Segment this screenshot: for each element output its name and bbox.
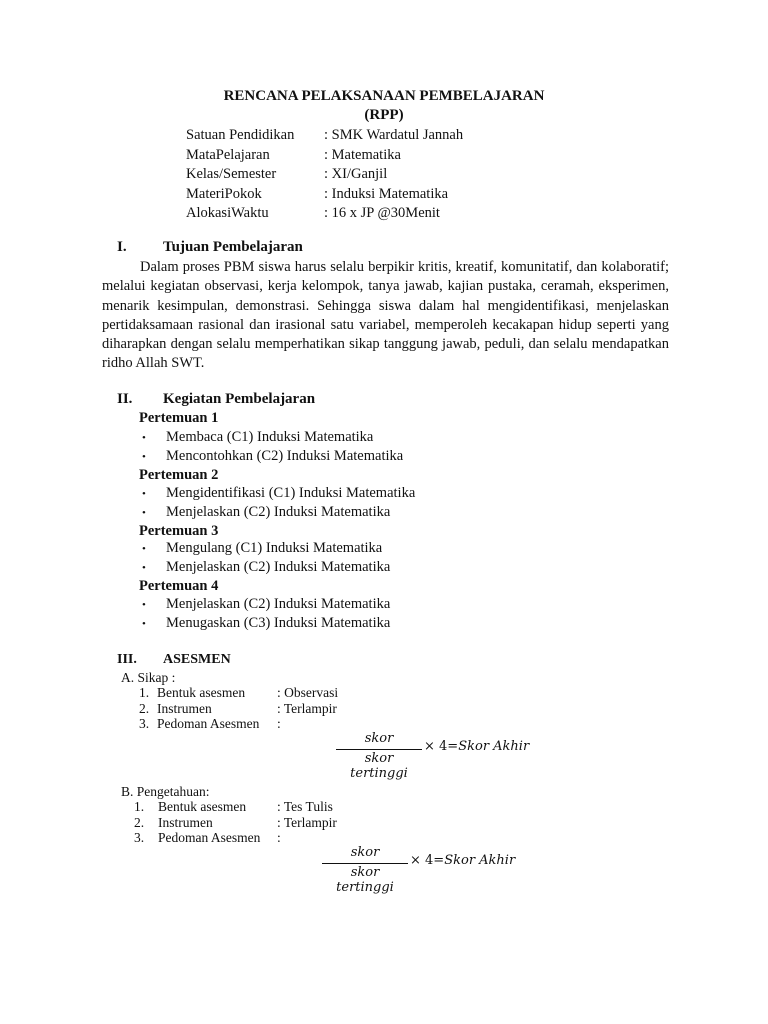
section-2-header xyxy=(0,391,768,411)
formula-denominator: skor tertinggi xyxy=(336,865,394,895)
info-value: : XI/Ganjil xyxy=(324,166,388,182)
info-label: Kelas/Semester xyxy=(186,166,277,182)
info-label: MataPelajaran xyxy=(186,146,270,163)
section-1-header xyxy=(0,239,768,259)
info-block xyxy=(0,126,768,226)
list-item: • Mencontohkan (C2) Induksi Matematika xyxy=(142,448,404,464)
meeting-title: Pertemuan 2 xyxy=(139,467,219,483)
assessment-b-list: 1. Bentuk asesmen : Tes Tulis 2. Instrumen : Terlampir 3. Pedoman Asesmen : xyxy=(134,799,337,845)
document-title: RENCANA PELAKSANAAN PEMBELAJARAN xyxy=(223,88,545,104)
bullet-icon: • xyxy=(142,618,146,630)
formula-a xyxy=(336,731,536,781)
formula-denominator: skor tertinggi xyxy=(350,751,408,781)
info-value: : Matematika xyxy=(324,146,401,163)
bullet-icon: • xyxy=(142,562,146,574)
assessment-a-list: 1. Bentuk asesmen : Observasi 2. Instrumen : Terlampir 3. Pedoman Asesmen : xyxy=(139,685,339,731)
meeting-title: Pertemuan 4 xyxy=(139,578,219,594)
bullet-icon: • xyxy=(142,507,146,519)
formula-b xyxy=(322,845,522,895)
bullet-icon: • xyxy=(142,599,146,611)
info-value: : SMK Wardatul Jannah xyxy=(324,127,464,143)
fraction-line xyxy=(336,749,422,750)
list-item: • Mengulang (C1) Induksi Matematika xyxy=(142,540,383,556)
formula-numerator: skor xyxy=(364,731,394,746)
list-item: • Menjelaskan (C2) Induksi Matematika xyxy=(142,504,391,520)
section-1-paragraph: Dalam proses PBM siswa harus selalu berpikir kritis, kreatif, komunitatif, dan kolaboratif; melalui kegiatan observasi, kerja kelompok, tanya jawab, kajian pustaka, ceramah, eksperimen, menarik kesimpulan, demonstrasi. Sehingga siswa dalam hal mengidentifikasi, menjelaskan pertidaksamaan rasional dan irasional satu variabel, memperoleh kecakapan hidup seperti yang diharapkan dengan selalu memperhatikan sikap tanggung jawab, peduli, dan selalu mendapatkan ridho Allah SWT. xyxy=(102,259,669,372)
info-value: : 16 x JP @30Menit xyxy=(324,205,440,221)
section-3-heading: ASESMEN xyxy=(163,652,231,667)
meeting-title: Pertemuan 1 xyxy=(139,410,219,426)
section-3-numeral: III. xyxy=(117,652,137,667)
formula-result: × 4=Skor Akhir xyxy=(410,853,516,868)
list-item: • Menjelaskan (C2) Induksi Matematika xyxy=(142,559,391,575)
bullet-icon: • xyxy=(142,543,146,555)
list-item: • Menjelaskan (C2) Induksi Matematika xyxy=(142,596,391,612)
info-label: MateriPokok xyxy=(186,185,262,202)
info-value: : Induksi Matematika xyxy=(324,185,449,202)
assessment-a-title: A. Sikap : xyxy=(121,670,176,685)
formula-numerator: skor xyxy=(350,845,380,860)
section-2-numeral: II. xyxy=(117,391,133,407)
section-3-header xyxy=(0,652,768,670)
formula-result: × 4=Skor Akhir xyxy=(424,739,530,754)
section-1-heading: Tujuan Pembelajaran xyxy=(163,239,303,255)
document-subtitle: (RPP) xyxy=(364,107,404,123)
section-2-heading: Kegiatan Pembelajaran xyxy=(163,391,316,407)
assessment-b-title: B. Pengetahuan: xyxy=(121,784,210,799)
list-item: • Menugaskan (C3) Induksi Matematika xyxy=(142,615,391,631)
section-1-numeral: I. xyxy=(117,239,127,255)
bullet-icon: • xyxy=(142,488,146,500)
bullet-icon: • xyxy=(142,432,146,444)
info-label: AlokasiWaktu xyxy=(186,205,269,221)
fraction-line xyxy=(322,863,408,864)
list-item: • Membaca (C1) Induksi Matematika xyxy=(142,429,374,445)
list-item: • Mengidentifikasi (C1) Induksi Matematika xyxy=(142,485,416,501)
meeting-title: Pertemuan 3 xyxy=(139,523,219,539)
info-label: Satuan Pendidikan xyxy=(186,127,295,143)
bullet-icon: • xyxy=(142,451,146,463)
